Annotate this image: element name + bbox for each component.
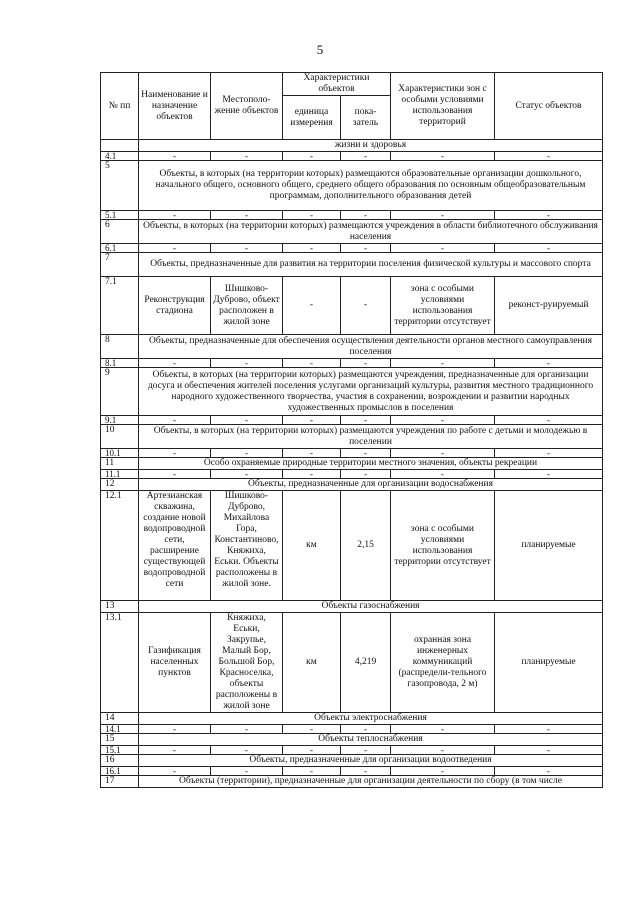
table-cell: реконст-руируемый: [495, 277, 603, 335]
table-row: [101, 152, 603, 161]
table-cell: -: [495, 152, 603, 161]
table-cell: -: [495, 767, 603, 776]
table-cell: 10: [101, 425, 139, 449]
objects-table: [100, 72, 603, 788]
table-cell: -: [391, 416, 495, 425]
section-title: Объекты, в которых (на территории которых) размещаются учреждения в области библиотечного обслуживания населения: [139, 220, 603, 244]
table-cell: -: [391, 767, 495, 776]
table-cell: охранная зона инженерных коммуникаций (распредели-тельного газопровода, 2 м): [391, 613, 495, 713]
table-cell: -: [211, 359, 283, 368]
section-continuation: жизни и здоровья: [139, 140, 603, 152]
table-row: [101, 277, 603, 335]
table-cell: 8.1: [101, 359, 139, 368]
table-cell: -: [495, 211, 603, 220]
table-cell: -: [341, 767, 391, 776]
table-cell: 7: [101, 253, 139, 277]
table-cell: -: [211, 767, 283, 776]
table-cell: км: [283, 491, 341, 601]
table-row: [101, 601, 603, 613]
header-name: Наименование и назначение объектов: [139, 73, 211, 140]
table-cell: 11: [101, 458, 139, 470]
table-cell: -: [341, 244, 391, 253]
table-cell: 5: [101, 161, 139, 211]
section-title: Объекты, предназначенные для организации водоотведения: [139, 755, 603, 767]
table-cell: 16.1: [101, 767, 139, 776]
table-cell: -: [341, 725, 391, 734]
table-cell: -: [211, 470, 283, 479]
table-row: [101, 253, 603, 277]
table-cell: 15.1: [101, 746, 139, 755]
table-cell: -: [391, 470, 495, 479]
page-number: 5: [316, 42, 324, 57]
section-title: Объекты, предназначенные для организации водоснабжения: [139, 479, 603, 491]
table-cell: -: [283, 725, 341, 734]
table-row: [101, 244, 603, 253]
table-cell: -: [139, 244, 211, 253]
table-cell: -: [283, 211, 341, 220]
table-cell: 16: [101, 755, 139, 767]
table-cell: -: [283, 767, 341, 776]
table-cell: 4.1: [101, 152, 139, 161]
table-cell: -: [391, 359, 495, 368]
table-cell: -: [341, 211, 391, 220]
table-row: [101, 713, 603, 725]
table-row: [101, 416, 603, 425]
section-title: Объекты газоснабжения: [139, 601, 603, 613]
table-cell: Артезианская скважина, создание новой водопроводной сети, расширение существующей водопроводной сети: [139, 491, 211, 601]
section-title: Объекты теплоснабжения: [139, 734, 603, 746]
table-cell: -: [495, 746, 603, 755]
table-row: [101, 458, 603, 470]
table-cell: -: [211, 416, 283, 425]
table-cell: 14: [101, 713, 139, 725]
header-characteristics: Характеристики объектов: [283, 73, 391, 96]
table-cell: -: [211, 449, 283, 458]
table-cell: -: [391, 725, 495, 734]
table-cell: -: [341, 277, 391, 335]
table-cell: -: [139, 470, 211, 479]
table-cell: -: [341, 416, 391, 425]
header-num: № пп: [101, 73, 139, 140]
table-cell: -: [341, 359, 391, 368]
table-cell: [101, 140, 139, 152]
table-cell: 5.1: [101, 211, 139, 220]
table-cell: Газификация населенных пунктов: [139, 613, 211, 713]
table-cell: 9.1: [101, 416, 139, 425]
section-title: Объекты (территории), предназначенные для организации деятельности по сбору (в том числе: [139, 776, 603, 788]
header-location: Местополо-жение объектов: [211, 73, 283, 140]
table-cell: -: [391, 211, 495, 220]
section-title: Объекты, предназначенные для развития на территории поселения физической культуры и массового спорта: [139, 253, 603, 277]
table-cell: зона с особыми условиями использования территории отсутствует: [391, 277, 495, 335]
header-zones: Характеристики зон с особыми условиями использования территорий: [391, 73, 495, 140]
table-row: [101, 755, 603, 767]
table-cell: 12.1: [101, 491, 139, 601]
table-cell: 7.1: [101, 277, 139, 335]
table-cell: 8: [101, 335, 139, 359]
table-cell: -: [391, 449, 495, 458]
table-cell: планируемые: [495, 491, 603, 601]
table-cell: -: [211, 211, 283, 220]
table-cell: 6.1: [101, 244, 139, 253]
table-cell: -: [211, 244, 283, 253]
table-cell: -: [495, 359, 603, 368]
table-cell: -: [341, 449, 391, 458]
table-cell: -: [341, 470, 391, 479]
table-cell: -: [139, 725, 211, 734]
table-cell: -: [283, 416, 341, 425]
table-cell: -: [139, 416, 211, 425]
header-unit: единица измерения: [283, 96, 341, 140]
table-cell: -: [283, 470, 341, 479]
section-title: Особо охраняемые природные территории местного значения, объекты рекреации: [139, 458, 603, 470]
table-cell: -: [211, 725, 283, 734]
table-cell: -: [283, 449, 341, 458]
table-cell: Шишково-Дуброво, объект расположен в жилой зоне: [211, 277, 283, 335]
table-cell: 13: [101, 601, 139, 613]
table-cell: 17: [101, 776, 139, 788]
table-cell: 2,15: [341, 491, 391, 601]
table-cell: -: [139, 211, 211, 220]
table-cell: -: [139, 152, 211, 161]
table-cell: -: [391, 244, 495, 253]
table-cell: 10.1: [101, 449, 139, 458]
table-cell: -: [391, 746, 495, 755]
table-row: [101, 734, 603, 746]
table-cell: Шишково-Дуброво, Михайлова Гора, Константиново, Княжиха, Еськи. Объекты расположены в жилой зоне.: [211, 491, 283, 601]
table-cell: -: [495, 725, 603, 734]
table-cell: -: [139, 767, 211, 776]
table-cell: зона с особыми условиями использования территории отсутствует: [391, 491, 495, 601]
table-cell: -: [283, 152, 341, 161]
table-row: [101, 425, 603, 449]
section-title: Объекты, в которых (на территории которых) размещаются образовательные организации дошкольного, начального общего, основного общего, среднего общего образования по основным общеобразовательным программам, дополнительного образования детей: [139, 161, 603, 211]
table-cell: 13.1: [101, 613, 139, 713]
table-row: [101, 491, 603, 601]
header-status: Статус объектов: [495, 73, 603, 140]
header-value: пока-затель: [341, 96, 391, 140]
table-cell: -: [341, 152, 391, 161]
table-cell: -: [495, 416, 603, 425]
table-cell: -: [139, 449, 211, 458]
table-row: [101, 449, 603, 458]
table-row: [101, 613, 603, 713]
table-cell: 6: [101, 220, 139, 244]
table-cell: -: [495, 449, 603, 458]
table-row: [101, 470, 603, 479]
table-row: [101, 335, 603, 359]
table-row: [101, 359, 603, 368]
table-cell: -: [283, 244, 341, 253]
table-cell: -: [341, 746, 391, 755]
table-row: [101, 776, 603, 788]
table-cell: км: [283, 613, 341, 713]
table-cell: -: [283, 746, 341, 755]
table-cell: 12: [101, 479, 139, 491]
table-cell: Реконструкция стадиона: [139, 277, 211, 335]
table-row: [101, 220, 603, 244]
table-cell: -: [139, 359, 211, 368]
table-cell: Княжиха, Еськи, Закрупье, Малый Бор, Большой Бор, Красноселка, объекты расположены в жилой зоне: [211, 613, 283, 713]
table-cell: -: [283, 277, 341, 335]
table-cell: -: [211, 152, 283, 161]
table-row: [101, 368, 603, 416]
table-row: [101, 211, 603, 220]
table-row: [101, 479, 603, 491]
table-row: [101, 767, 603, 776]
table-cell: -: [495, 470, 603, 479]
table-cell: -: [211, 746, 283, 755]
table-cell: 9: [101, 368, 139, 416]
section-title: Объекты, в которых (на территории которых) размещаются учреждения по работе с детьми и молодежью в поселении: [139, 425, 603, 449]
table-row: [101, 161, 603, 211]
section-title: Объекты, в которых (на территории которых) размещаются учреждения, предназначенные для организации досуга и обеспечения жителей поселения услугами организаций культуры, развития местного традиционного народного художественного творчества, участия в сохранении, возрождении и развитии народных художественных промыслов в поселения: [139, 368, 603, 416]
table-cell: 4,219: [341, 613, 391, 713]
table-cell: планируемые: [495, 613, 603, 713]
table-cell: 11.1: [101, 470, 139, 479]
section-title: Объекты, предназначенные для обеспечения осуществления деятельности органов местного самоуправления поселения: [139, 335, 603, 359]
table-cell: -: [139, 746, 211, 755]
section-title: Объекты электроснабжения: [139, 713, 603, 725]
table-cell: 14.1: [101, 725, 139, 734]
table-row: [101, 725, 603, 734]
table-cell: -: [391, 152, 495, 161]
table-row: [101, 746, 603, 755]
table-cell: -: [283, 359, 341, 368]
table-cell: 15: [101, 734, 139, 746]
table-cell: -: [495, 244, 603, 253]
